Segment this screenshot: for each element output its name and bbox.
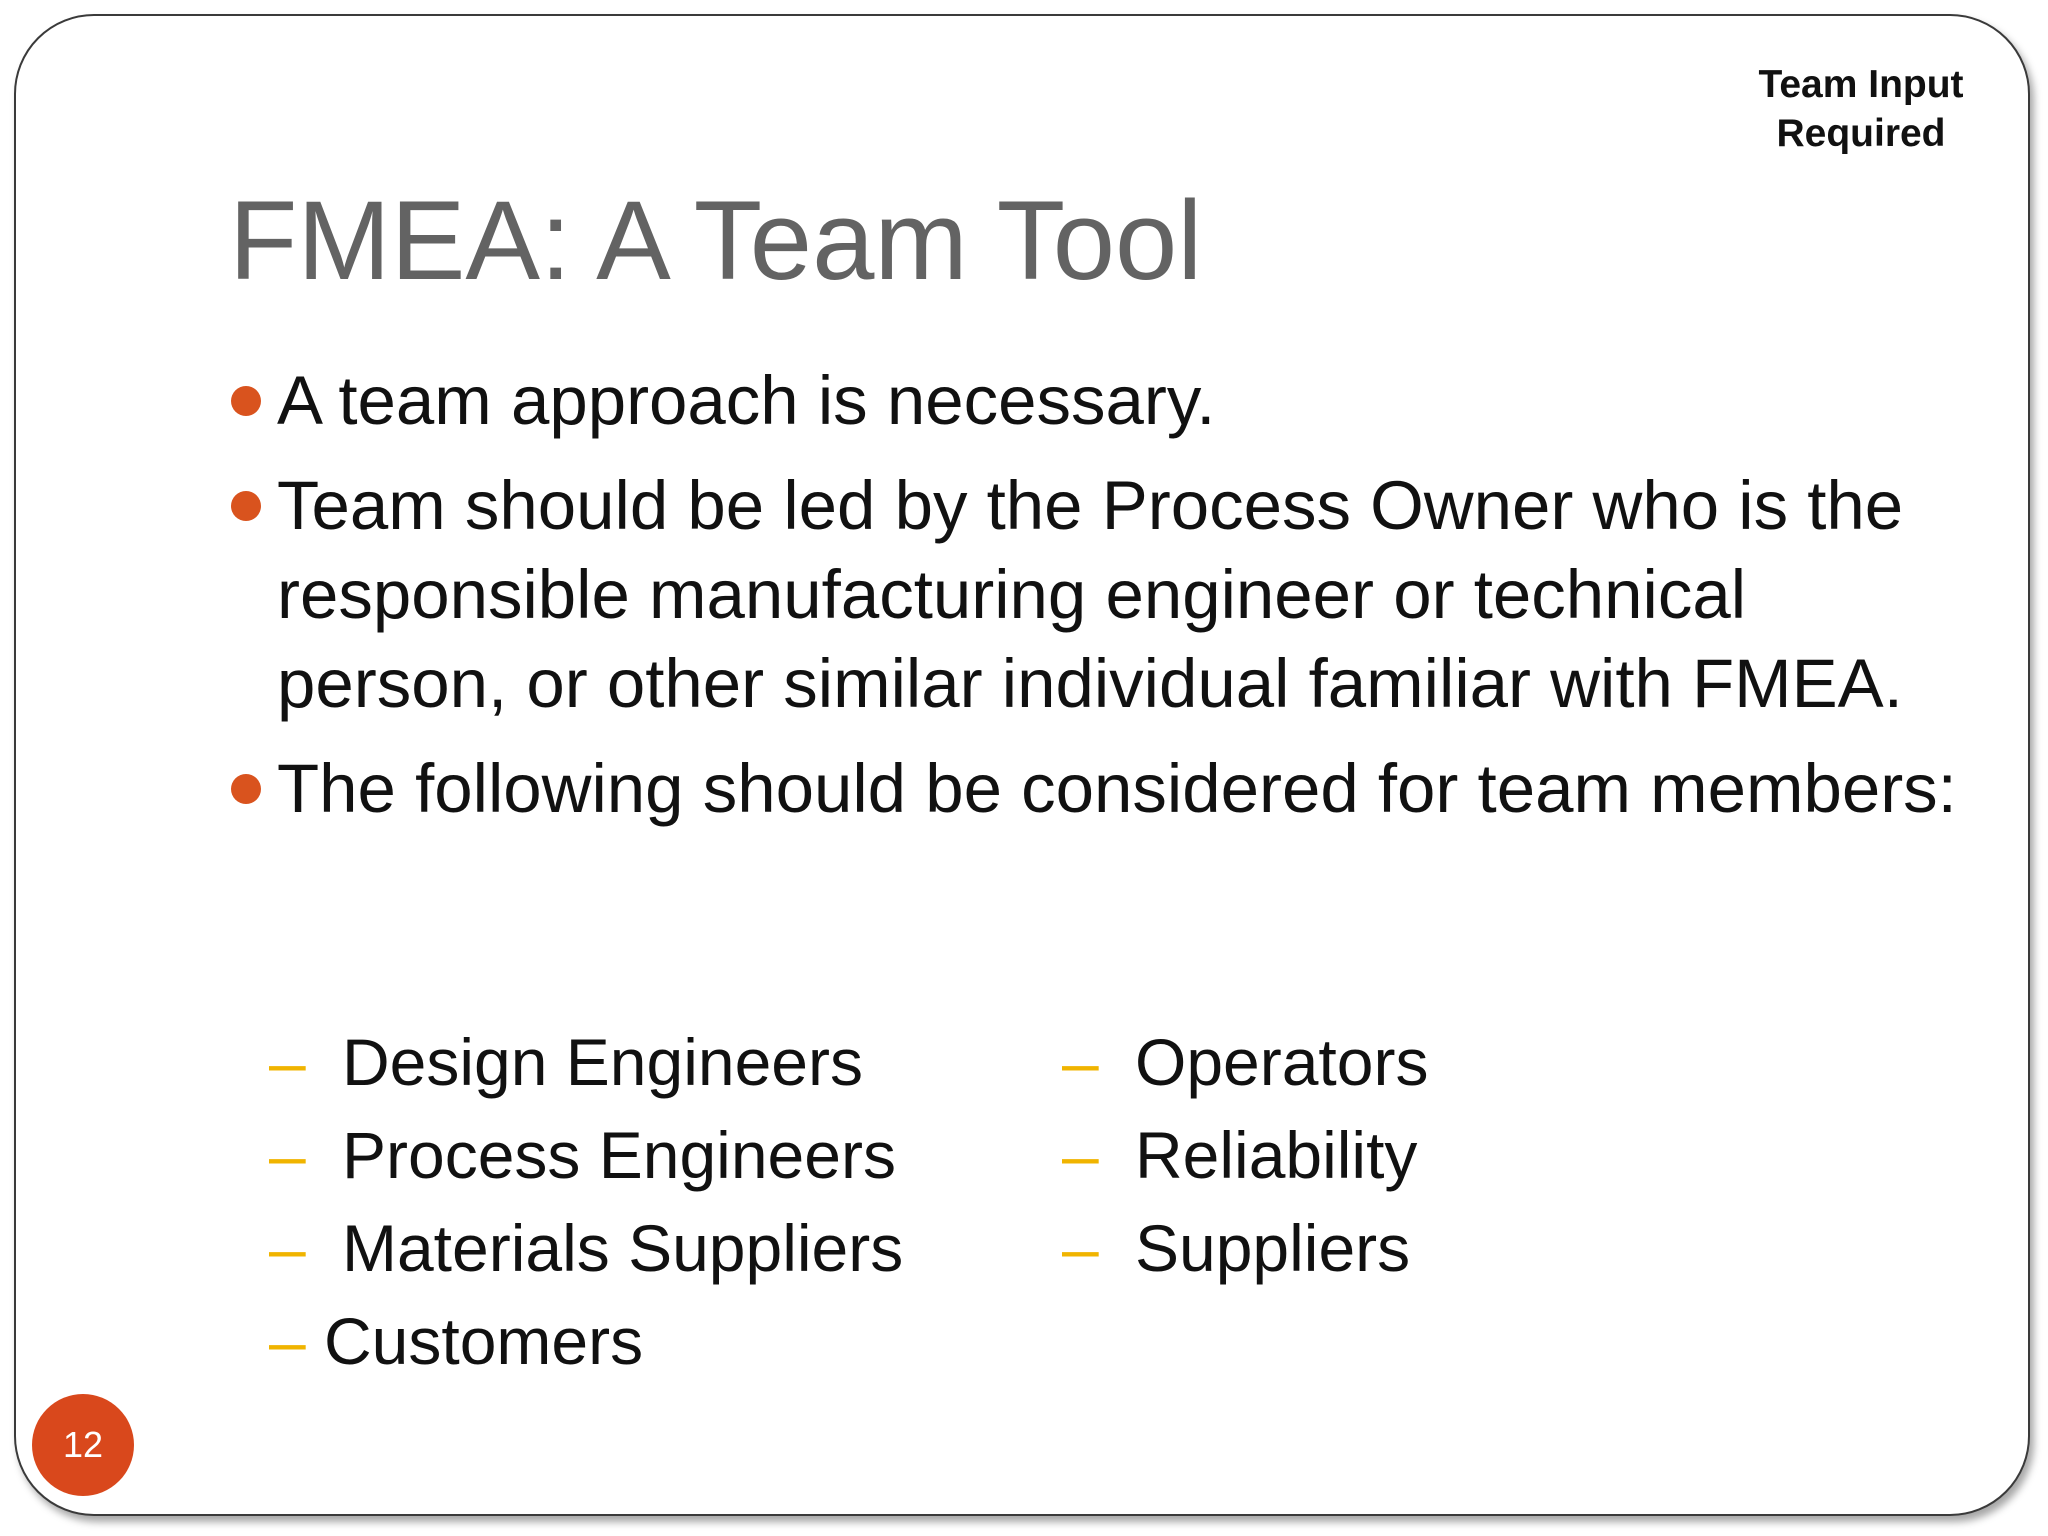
sub-item-left — [269, 1202, 903, 1294]
dash-icon: – — [1062, 1118, 1099, 1192]
bullet-dot-icon — [231, 386, 261, 416]
bullet-text: The following should be considered for team members: — [277, 750, 1957, 827]
dash-icon: – — [1062, 1211, 1099, 1285]
dash-icon: – — [269, 1211, 306, 1285]
bullet-text: A team approach is necessary. — [277, 362, 1216, 439]
page-number: 12 — [62, 1424, 104, 1465]
dash-icon: – — [269, 1304, 306, 1378]
team-input-note — [1716, 60, 2006, 158]
bullet-dot-icon — [231, 774, 261, 804]
sub-item-right — [1062, 1202, 1410, 1294]
sub-item-text: Customers — [324, 1304, 644, 1378]
sub-item-text: Suppliers — [1135, 1211, 1411, 1285]
team-members-list — [269, 1016, 1669, 1396]
dash-icon: – — [1062, 1025, 1099, 1099]
page-number-badge — [32, 1394, 134, 1496]
sub-item-text: Reliability — [1135, 1118, 1418, 1192]
sub-item-text: Design Engineers — [342, 1025, 863, 1099]
slide — [14, 14, 2030, 1516]
bullet-list — [229, 356, 1989, 849]
bullet-item — [229, 744, 1989, 833]
sub-item-text: Process Engineers — [342, 1118, 896, 1192]
bullet-item — [229, 356, 1989, 445]
dash-icon: – — [269, 1025, 306, 1099]
dash-icon: – — [269, 1118, 306, 1192]
sub-item-right — [1062, 1016, 1428, 1108]
sub-item-left — [269, 1295, 643, 1387]
sub-item-left — [269, 1109, 896, 1201]
sub-item-text: Operators — [1135, 1025, 1429, 1099]
team-input-note-line-2: Required — [1776, 112, 1946, 155]
sub-item-right — [1062, 1109, 1417, 1201]
bullet-text: Team should be led by the Process Owner who is the responsible manufacturing engineer or technical person, or other similar individual familiar with FMEA. — [277, 467, 1904, 722]
sub-item-left — [269, 1016, 863, 1108]
bullet-item — [229, 461, 1989, 728]
team-input-note-line-1: Team Input — [1758, 63, 1964, 106]
slide-title: FMEA: A Team Tool — [229, 178, 1203, 303]
bullet-dot-icon — [231, 491, 261, 521]
sub-item-text: Materials Suppliers — [342, 1211, 904, 1285]
